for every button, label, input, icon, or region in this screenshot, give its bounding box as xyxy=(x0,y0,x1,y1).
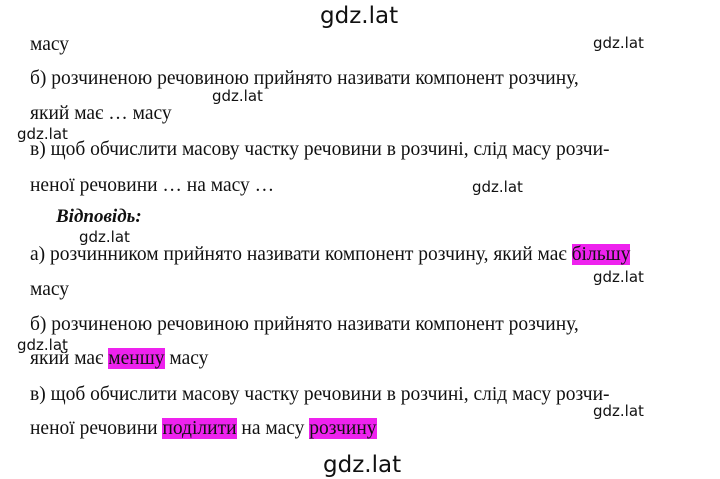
question-line: масу xyxy=(30,34,70,55)
answer-line-a xyxy=(30,243,630,267)
answer-line-b-cont xyxy=(30,347,208,371)
answer-text: масу xyxy=(164,348,209,369)
watermark-bottom: gdz.lat xyxy=(323,452,402,478)
watermark: gdz.lat xyxy=(17,125,68,143)
highlighted-word: поділити xyxy=(162,418,237,439)
watermark: gdz.lat xyxy=(593,268,644,286)
question-line: неної речовини … на масу … xyxy=(30,175,275,196)
question-line: який має … масу xyxy=(30,103,172,124)
question-line: в) щоб обчислити масову частку речовини в розчині, слід масу розчи- xyxy=(30,139,610,160)
answer-line-c: в) щоб обчислити масову частку речовини в розчині, слід масу розчи- xyxy=(30,384,610,405)
highlighted-word: більшу xyxy=(571,244,631,265)
answer-line-b: б) розчиненою речовиною прийнято називати компонент розчину, xyxy=(30,314,579,335)
answer-line-a-cont: масу xyxy=(30,279,70,300)
answer-text: а) розчинником прийнято називати компонент розчину, який має xyxy=(30,244,572,265)
watermark: gdz.lat xyxy=(472,178,523,196)
answer-text: неної речовини xyxy=(30,418,163,439)
watermark: gdz.lat xyxy=(593,402,644,420)
watermark: gdz.lat xyxy=(17,336,68,354)
watermark: gdz.lat xyxy=(593,34,644,52)
watermark: gdz.lat xyxy=(79,228,130,246)
answer-text: який має xyxy=(30,348,109,369)
answer-line-c-cont xyxy=(30,417,377,441)
question-line: б) розчиненою речовиною прийнято називати компонент розчину, xyxy=(30,68,579,89)
watermark: gdz.lat xyxy=(212,87,263,105)
answer-heading: Відповідь: xyxy=(56,206,142,227)
watermark-top: gdz.lat xyxy=(320,3,399,29)
highlighted-word: меншу xyxy=(108,348,165,369)
answer-text: на масу xyxy=(236,418,310,439)
highlighted-word: розчину xyxy=(309,418,377,439)
